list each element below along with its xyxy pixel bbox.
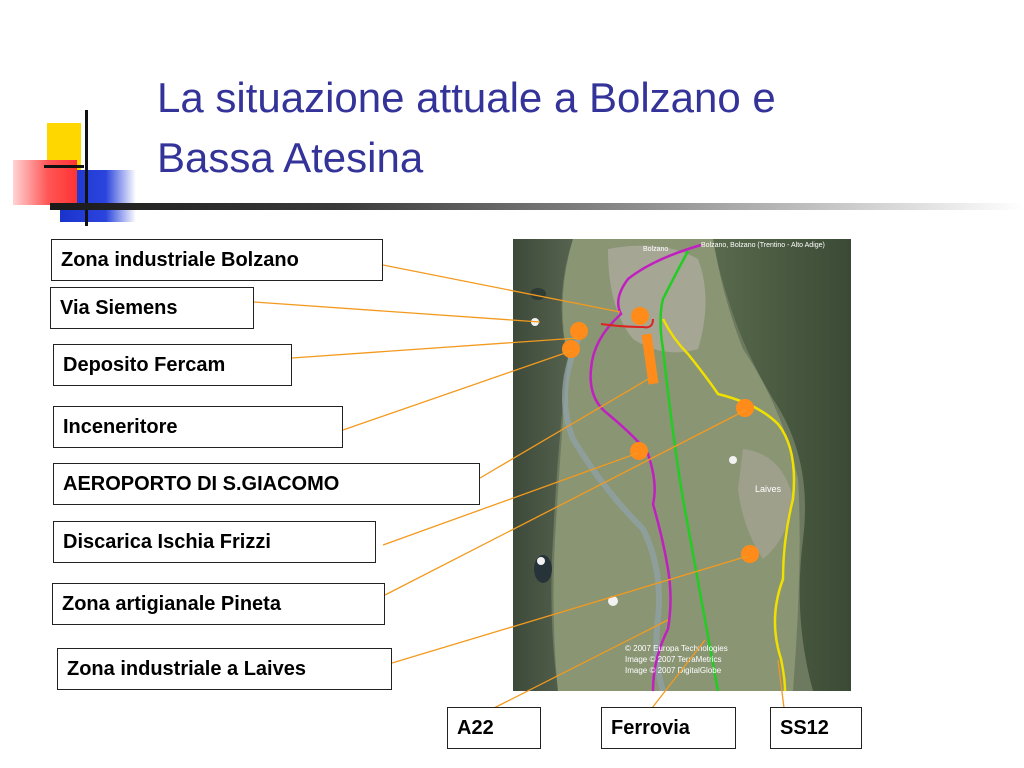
label-text: Zona artigianale Pineta bbox=[62, 592, 281, 615]
leader-aeroporto bbox=[480, 378, 650, 478]
label-ss12 bbox=[770, 707, 862, 749]
label-discarica bbox=[53, 521, 376, 563]
slide-title-line2: Bassa Atesina bbox=[157, 134, 424, 181]
label-zona-industriale-laives bbox=[57, 648, 392, 690]
leader-a22 bbox=[494, 620, 668, 708]
label-text: AEROPORTO DI S.GIACOMO bbox=[63, 472, 340, 495]
leader-ferrovia bbox=[652, 640, 705, 708]
label-text: Ferrovia bbox=[611, 716, 690, 739]
label-aeroporto bbox=[53, 463, 480, 505]
map-town-bolzano: Bolzano bbox=[643, 246, 669, 253]
label-zona-artigianale-pineta bbox=[52, 583, 385, 625]
leader-inceneritore bbox=[343, 351, 571, 430]
label-text: A22 bbox=[457, 716, 494, 739]
leader-ss12 bbox=[778, 660, 784, 708]
label-via-siemens bbox=[50, 287, 254, 329]
label-ferrovia bbox=[601, 707, 736, 749]
slide-title-line1: La situazione attuale a Bolzano e bbox=[157, 74, 776, 121]
map-credit-2: Image © 2007 TerraMetrics bbox=[625, 655, 722, 664]
leader-zona-ind-bolzano bbox=[383, 265, 620, 312]
label-text: Zona industriale Bolzano bbox=[61, 248, 299, 271]
label-deposito-fercam bbox=[53, 344, 292, 386]
leader-via-siemens bbox=[254, 302, 540, 322]
leader-deposito-fercam bbox=[292, 338, 578, 358]
label-a22 bbox=[447, 707, 541, 749]
label-text: Deposito Fercam bbox=[63, 353, 226, 376]
map-credit-1: © 2007 Europa Technologies bbox=[625, 644, 728, 653]
label-zona-industriale-bolzano bbox=[51, 239, 383, 281]
label-text: Discarica Ischia Frizzi bbox=[63, 530, 271, 553]
label-text: Inceneritore bbox=[63, 415, 178, 438]
label-text: Via Siemens bbox=[60, 296, 178, 319]
map-credit-3: Image © 2007 DigitalGlobe bbox=[625, 666, 722, 675]
map-town-laives: Laives bbox=[755, 484, 782, 494]
leader-zona-ind-laives bbox=[392, 556, 748, 663]
label-text: Zona industriale a Laives bbox=[67, 657, 306, 680]
label-inceneritore bbox=[53, 406, 343, 448]
label-text: SS12 bbox=[780, 716, 829, 739]
map-caption-top: Bolzano, Bolzano (Trentino - Alto Adige) bbox=[701, 242, 825, 249]
